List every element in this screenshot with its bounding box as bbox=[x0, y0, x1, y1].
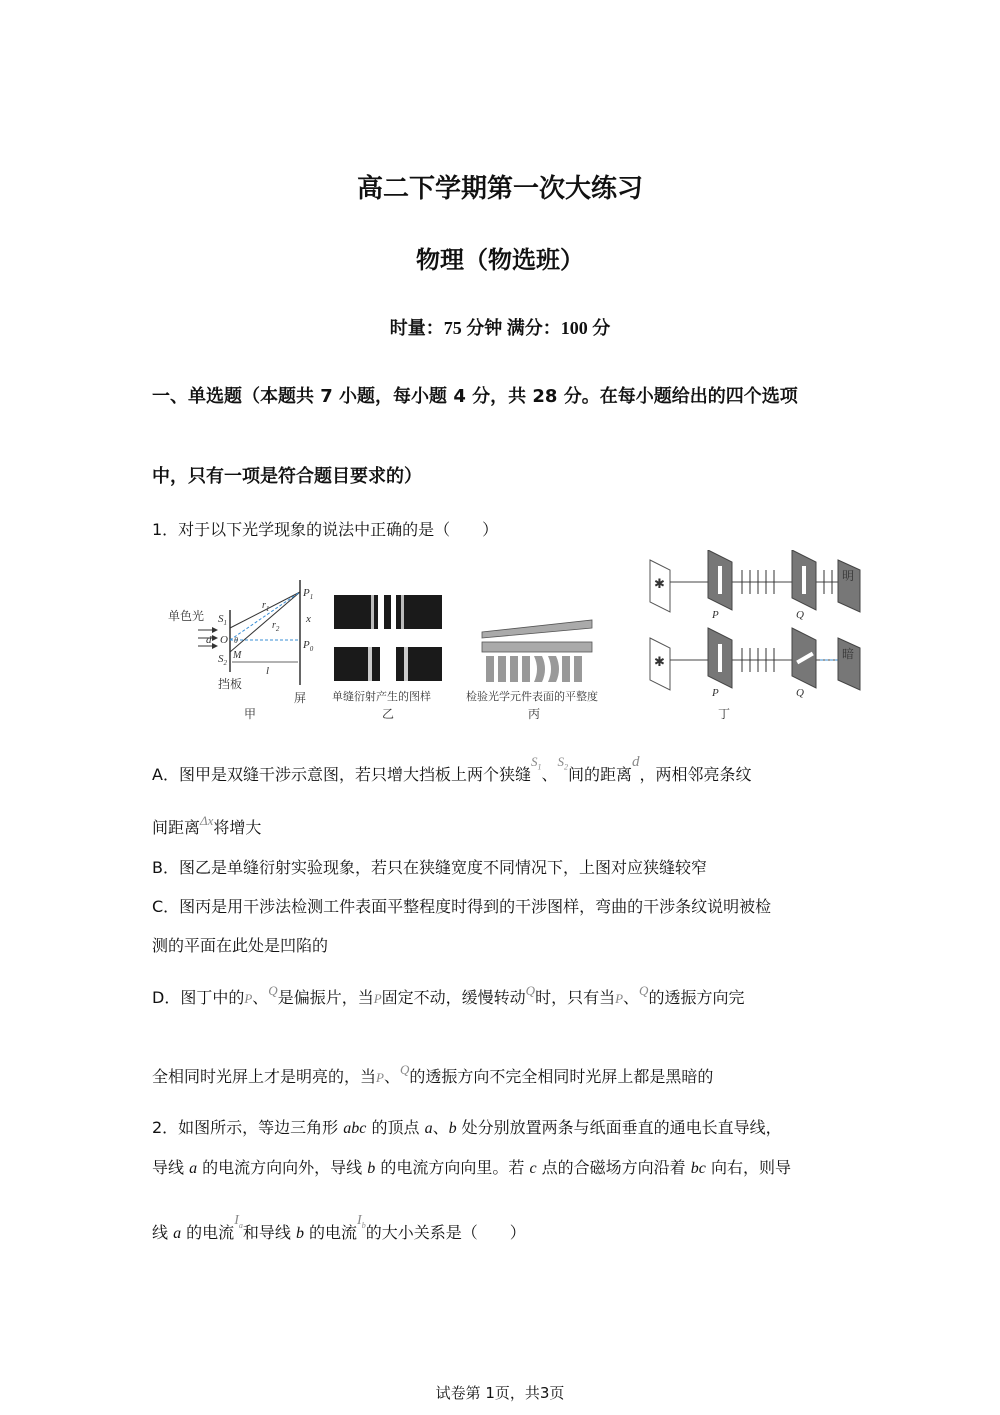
figure-jia bbox=[168, 580, 314, 721]
q2-line2: 导线 a 的电流方向向外，导线 b 的电流方向向里。若 c 点的合磁场方向沿着 bc 向右，则导 bbox=[152, 1158, 791, 1177]
svg-text:丁: 丁 bbox=[718, 707, 731, 721]
svg-text:l: l bbox=[266, 665, 270, 677]
q1-option-c-line2: 测的平面在此处是凹陷的 bbox=[152, 936, 329, 955]
svg-text:P: P bbox=[712, 687, 719, 699]
svg-text:单缝衍射产生的图样: 单缝衍射产生的图样 bbox=[332, 690, 431, 703]
section-heading-line1: 一、单选题（本题共 7 小题，每小题 4 分，共 28 分。在每小题给出的四个选项 bbox=[152, 386, 798, 407]
svg-text:✱: ✱ bbox=[654, 655, 665, 670]
q1-stem: 1．对于以下光学现象的说法中正确的是（ ） bbox=[152, 520, 499, 539]
q1-option-d-line2: 全相同时光屏上才是明亮的，当P、$^Q$的透振方向不完全相同时光屏上都是黑暗的 bbox=[152, 1062, 714, 1086]
svg-text:r2: $r_2$ bbox=[272, 620, 280, 633]
svg-text:x: x bbox=[306, 613, 311, 625]
q1-option-a-line2: 间距离$^{\Delta x}$将增大 bbox=[152, 813, 262, 837]
subject-title: 物理（物选班） bbox=[416, 246, 584, 274]
svg-text:Q: Q bbox=[796, 687, 804, 699]
time-info: 时量：75 分钟 满分：100 分 bbox=[389, 318, 611, 338]
svg-text:d: d bbox=[206, 634, 212, 646]
svg-text:θ: θ bbox=[234, 636, 238, 645]
pattern-top bbox=[334, 595, 442, 629]
q2-line3: 线 a 的电流$I_a$和导线 b 的电流$I_b$的大小关系是（ ） bbox=[152, 1213, 526, 1242]
svg-text:O: O bbox=[220, 634, 228, 646]
label-monochromatic-light: 单色光 bbox=[168, 609, 205, 623]
svg-text:S1: $S_1$ bbox=[218, 613, 227, 627]
svg-text:挡板: 挡板 bbox=[218, 677, 243, 691]
q1-option-b: B．图乙是单缝衍射实验现象，若只在狭缝宽度不同情况下，上图对应狭缝较窄 bbox=[152, 858, 707, 877]
svg-text:丙: 丙 bbox=[528, 707, 541, 721]
page-footer: 试卷第 1页，共3页 bbox=[435, 1384, 565, 1402]
figure-bing bbox=[466, 620, 598, 721]
page-title: 高二下学期第一次大练习 bbox=[356, 174, 643, 204]
svg-text:甲: 甲 bbox=[244, 707, 257, 721]
svg-text:乙: 乙 bbox=[382, 707, 395, 721]
figure-yi bbox=[332, 595, 442, 721]
q1-figure bbox=[160, 550, 880, 730]
figure-ding bbox=[650, 550, 860, 721]
svg-text:屏: 屏 bbox=[294, 691, 307, 705]
section-heading-line2: 中，只有一项是符合题目要求的） bbox=[152, 466, 422, 487]
svg-text:M: M bbox=[233, 650, 242, 661]
q2-line1: 2．如图所示，等边三角形 abc 的顶点 a、b 处分别放置两条与纸面垂直的通电长直导线， bbox=[152, 1118, 782, 1137]
svg-text:Q: Q bbox=[796, 609, 804, 621]
svg-text:检验光学元件表面的平整度: 检验光学元件表面的平整度 bbox=[466, 690, 598, 703]
svg-text:S2: $S_2$ bbox=[218, 653, 227, 667]
svg-text:r1: $r_1$ bbox=[262, 600, 270, 613]
svg-text:✱: ✱ bbox=[654, 577, 665, 592]
svg-text:明: 明 bbox=[842, 569, 855, 583]
q1-option-a-line1: A．图甲是双缝干涉示意图，若只增大挡板上两个狭缝$^{S_1}$、$^{S_2}$间的距离d，两相邻亮条纹 bbox=[152, 754, 752, 784]
svg-text:P: P bbox=[712, 609, 719, 621]
svg-text:P0: $P_0$ bbox=[303, 639, 314, 653]
svg-text:P1: $P_1$ bbox=[303, 587, 314, 601]
q1-option-c-line1: C．图丙是用干涉法检测工件表面平整程度时得到的干涉图样，弯曲的干涉条纹说明被检 bbox=[152, 897, 772, 916]
q1-option-d-line1: D．图丁中的P、$^Q$是偏振片，当P固定不动，缓慢转动$^Q$时，只有当P、$^Q$的透振方向完 bbox=[152, 983, 745, 1007]
svg-text:暗: 暗 bbox=[842, 647, 855, 661]
